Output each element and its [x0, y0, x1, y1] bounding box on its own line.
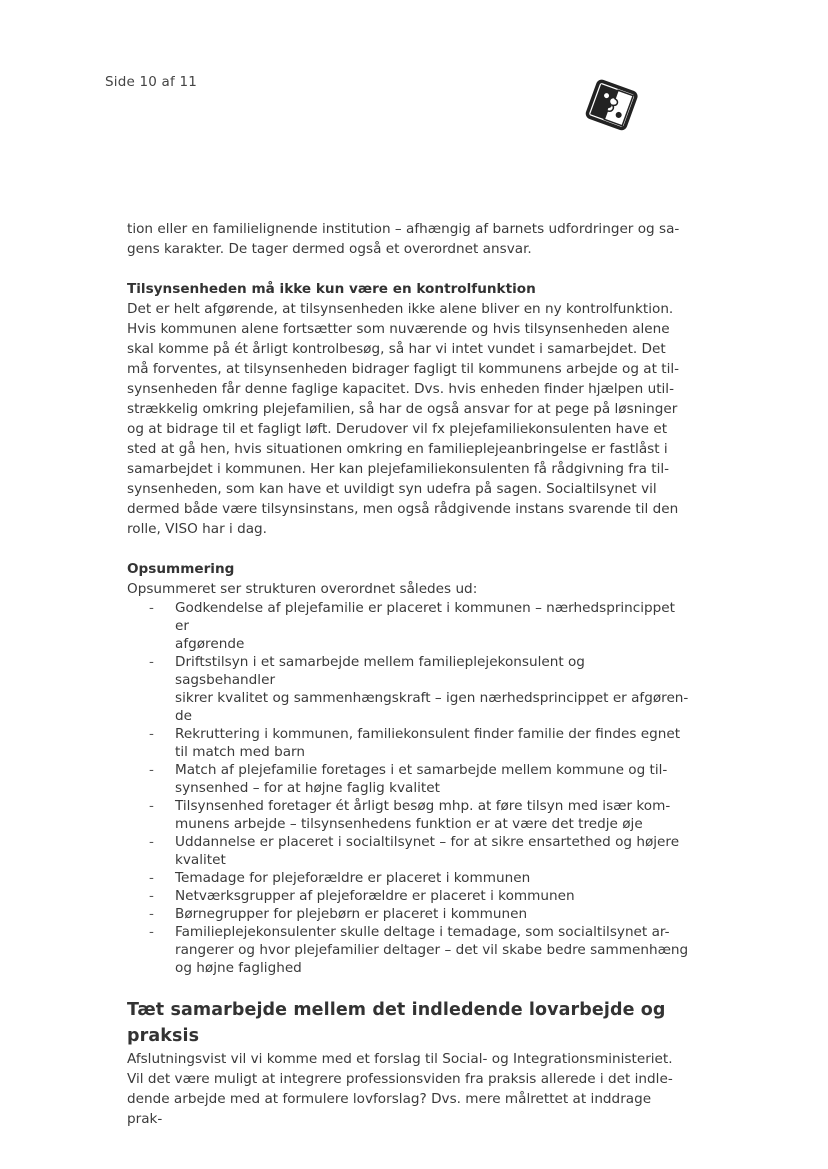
section-heading-summary: Opsummering — [127, 561, 235, 577]
body-line: sted at gå hen, hvis situationen omkring en familieplejeanbringelse er fastlåst i — [127, 441, 668, 457]
body-line: og at bidrage til et fagligt løft. Derudover vil fx plejefamiliekonsulenten have et — [127, 421, 668, 437]
body-line: må forventes, at tilsynsenheden bidrager fagligt til kommunens arbejde og at til- — [127, 361, 680, 377]
intro-line: gens karakter. De tager dermed også et overordnet ansvar. — [127, 241, 532, 257]
list-item: - Temadage for plejeforældre er placeret i kommunen — [127, 869, 689, 887]
page-number: Side 10 af 11 — [105, 74, 198, 90]
list-item: - Børnegrupper for plejebørn er placeret i kommunen — [127, 905, 689, 923]
body-line: synsenheden, som kan have et uvildigt syn udefra på sagen. Socialtilsynet vil — [127, 481, 657, 497]
body-line: skal komme på ét årligt kontrolbesøg, så har vi intet vundet i samarbejdet. Det — [127, 341, 666, 357]
body-line: Hvis kommunen alene fortsætter som nuværende og hvis tilsynsenheden alene — [127, 321, 670, 337]
body-line: samarbejdet i kommunen. Her kan plejefamiliekonsulenten få rådgivning fra til- — [127, 461, 670, 477]
section-heading-cooperation: Tæt samarbejde mellem det indledende lovarbejde og praksis — [127, 1000, 666, 1046]
summary-list — [127, 599, 689, 977]
list-item: - Familieplejekonsulenter skulle deltage i temadage, som socialtilsynet ar- rangerer og hvor plejefamilier deltager – det vil skabe bedre sammenhæng og højne faglighed — [127, 923, 689, 977]
body-line: rolle, VISO har i dag. — [127, 521, 267, 537]
list-item: - Godkendelse af plejefamilie er placeret i kommunen – nærhedsprincippet er afgørende — [127, 599, 689, 653]
body-line: Det er helt afgørende, at tilsynsenheden ikke alene bliver en ny kontrolfunktion. — [127, 301, 674, 317]
list-item: - Uddannelse er placeret i socialtilsynet – for at sikre ensartethed og højere kvalitet — [127, 833, 689, 869]
puzzle-logo-icon — [582, 74, 642, 134]
list-item: - Rekruttering i kommunen, familiekonsulent finder familie der findes egnet til match med barn — [127, 725, 689, 761]
body-line: dermed både være tilsynsinstans, men også rådgivende instans svarende til den — [127, 501, 679, 517]
list-item: - Tilsynsenhed foretager ét årligt besøg mhp. at føre tilsyn med især kom- munens arbejde – tilsynsenhedens funktion er at være det tredje øje — [127, 797, 689, 833]
summary-intro: Opsummeret ser strukturen overordnet således ud: — [127, 581, 478, 597]
list-item: - Driftstilsyn i et samarbejde mellem familieplejekonsulent og sagsbehandler sikrer kvalitet og sammenhængskraft – igen nærhedsprincippet er afgøren- de — [127, 653, 689, 725]
body-line: Afslutningsvist vil vi komme med et forslag til Social- og Integrationsministeriet. — [127, 1051, 673, 1067]
list-item: - Netværksgrupper af plejeforældre er placeret i kommunen — [127, 887, 689, 905]
intro-line: tion eller en familielignende institution – afhængig af barnets udfordringer og sa- — [127, 221, 680, 237]
body-line: dende arbejde med at formulere lovforslag? Dvs. mere målrettet at inddrage prak- — [127, 1091, 652, 1127]
body-line: strækkelig omkring plejefamilien, så har de også ansvar for at pege på løsninger — [127, 401, 678, 417]
body-line: Vil det være muligt at integrere professionsviden fra praksis allerede i det indle- — [127, 1071, 673, 1087]
list-item: - Match af plejefamilie foretages i et samarbejde mellem kommune og til- synsenhed – for at højne faglig kvalitet — [127, 761, 689, 797]
section-heading-control: Tilsynsenheden må ikke kun være en kontrolfunktion — [127, 281, 536, 297]
body-line: synsenheden får denne faglige kapacitet. Dvs. hvis enheden finder hjælpen util- — [127, 381, 674, 397]
document-body — [127, 219, 689, 1129]
